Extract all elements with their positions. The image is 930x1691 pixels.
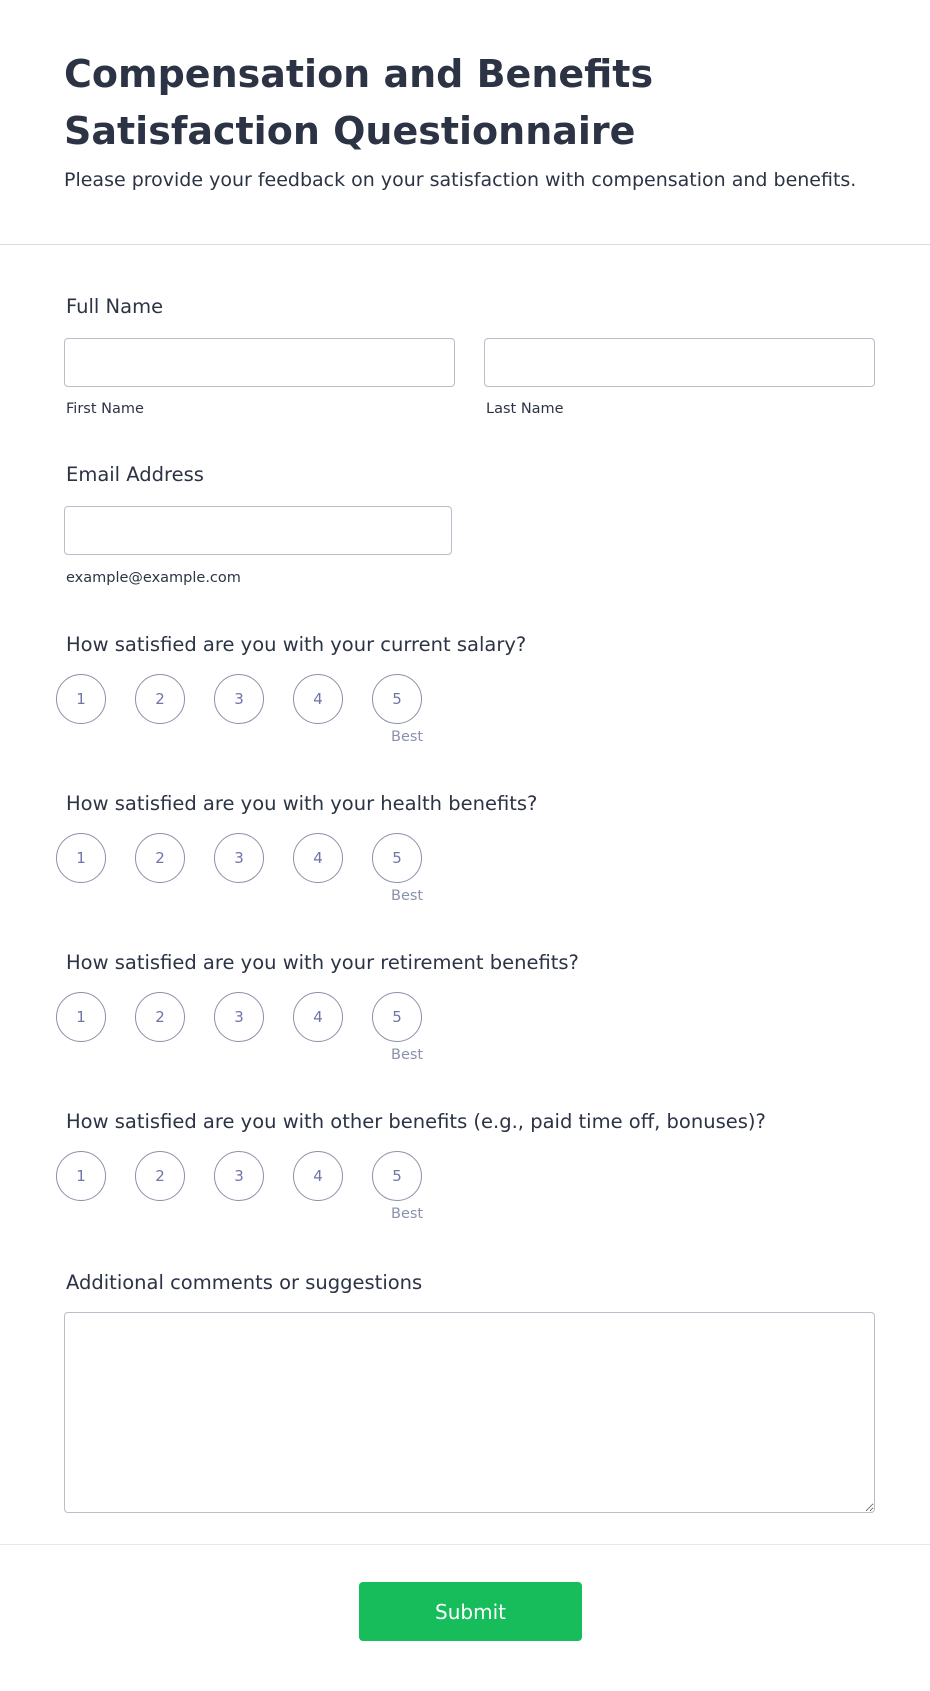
rating-option-1[interactable]: 1	[56, 992, 106, 1042]
rating-scale	[56, 833, 456, 883]
best-label: Best	[391, 888, 424, 904]
rating-option-1[interactable]: 1	[56, 1151, 106, 1201]
rating-option-5[interactable]: 5	[372, 833, 422, 883]
footer-divider	[0, 1544, 930, 1545]
form-header	[0, 0, 930, 245]
rating-option-3[interactable]: 3	[214, 1151, 264, 1201]
rating-option-5[interactable]: 5	[372, 992, 422, 1042]
full-name-label: Full Name	[66, 295, 164, 318]
page-title: Compensation and Benefits Satisfaction Questionnaire	[64, 52, 654, 153]
rating-scale	[56, 674, 456, 724]
comments-label: Additional comments or suggestions	[66, 1271, 423, 1294]
rating-scale	[56, 1151, 456, 1201]
best-label: Best	[391, 1047, 424, 1063]
question-label: How satisfied are you with your health benefits?	[66, 792, 538, 815]
rating-option-4[interactable]: 4	[293, 992, 343, 1042]
question-label: How satisfied are you with your current salary?	[66, 633, 527, 656]
first-name-input[interactable]	[64, 338, 455, 387]
rating-option-5[interactable]: 5	[372, 1151, 422, 1201]
rating-option-1[interactable]: 1	[56, 674, 106, 724]
rating-option-2[interactable]: 2	[135, 992, 185, 1042]
last-name-sublabel: Last Name	[486, 401, 564, 417]
best-label: Best	[391, 1206, 424, 1222]
email-label: Email Address	[66, 463, 204, 486]
email-sublabel: example@example.com	[66, 570, 241, 586]
best-label: Best	[391, 729, 424, 745]
rating-option-3[interactable]: 3	[214, 833, 264, 883]
rating-option-2[interactable]: 2	[135, 833, 185, 883]
rating-option-1[interactable]: 1	[56, 833, 106, 883]
rating-option-5[interactable]: 5	[372, 674, 422, 724]
question-label: How satisfied are you with other benefits (e.g., paid time off, bonuses)?	[66, 1110, 766, 1133]
comments-textarea[interactable]	[64, 1312, 875, 1513]
rating-option-2[interactable]: 2	[135, 674, 185, 724]
rating-option-2[interactable]: 2	[135, 1151, 185, 1201]
question-label: How satisfied are you with your retirement benefits?	[66, 951, 579, 974]
rating-option-3[interactable]: 3	[214, 674, 264, 724]
email-input[interactable]	[64, 506, 452, 555]
last-name-input[interactable]	[484, 338, 875, 387]
page-subtitle: Please provide your feedback on your satisfaction with compensation and benefits.	[64, 169, 857, 191]
rating-option-4[interactable]: 4	[293, 674, 343, 724]
submit-button[interactable]: Submit	[359, 1582, 582, 1641]
rating-option-3[interactable]: 3	[214, 992, 264, 1042]
rating-scale	[56, 992, 456, 1042]
rating-option-4[interactable]: 4	[293, 1151, 343, 1201]
first-name-sublabel: First Name	[66, 401, 144, 417]
rating-option-4[interactable]: 4	[293, 833, 343, 883]
